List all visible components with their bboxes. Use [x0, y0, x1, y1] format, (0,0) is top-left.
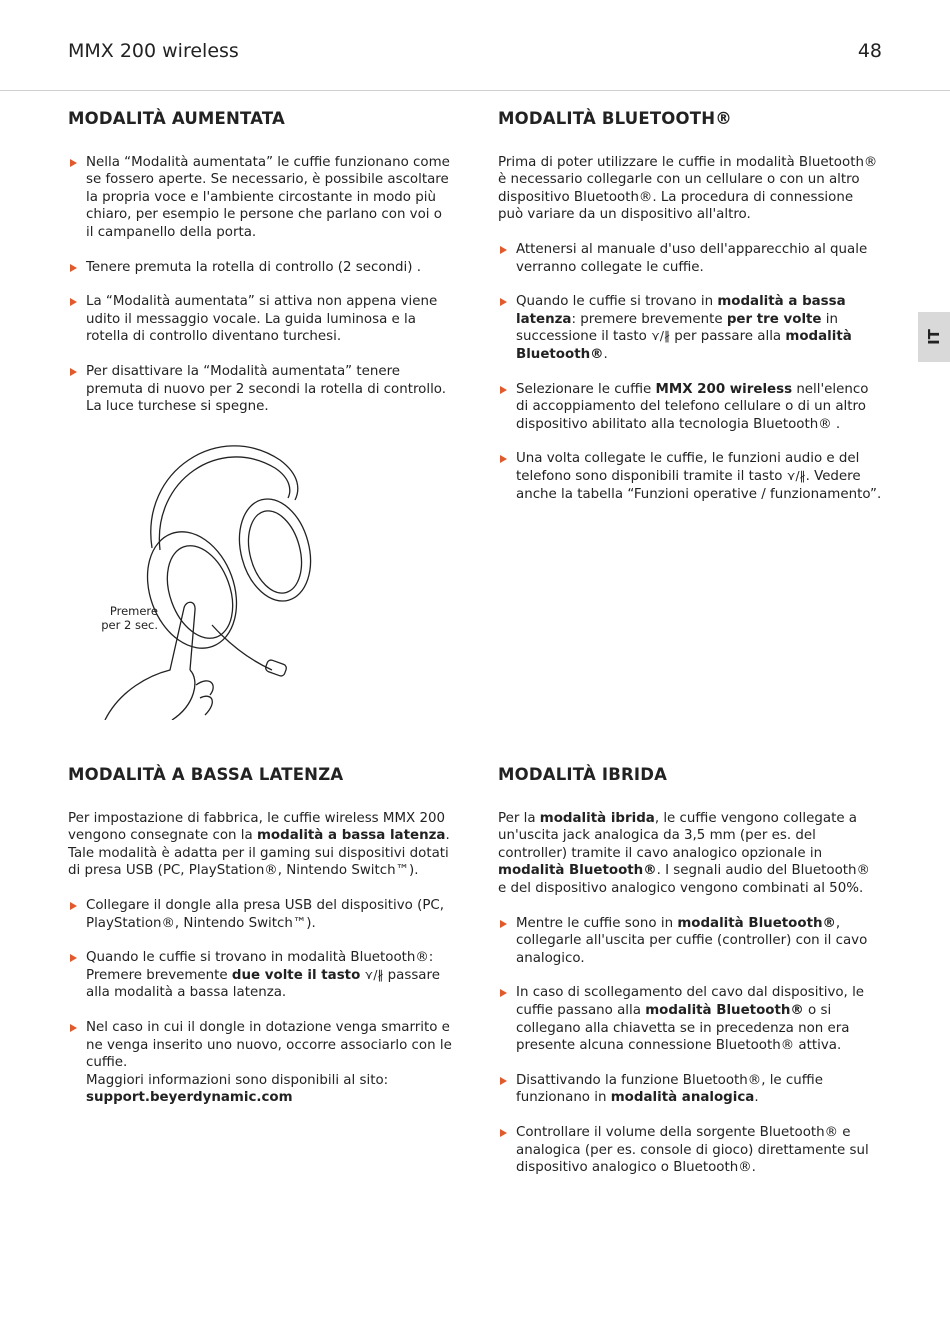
- list-item: Controllare il volume della sorgente Bluetooth® e analogica (per es. console di gioco) direttamente sul dispositivo analogico o Bluetooth®.: [498, 1124, 882, 1177]
- figure-label-line: per 2 sec.: [101, 618, 158, 632]
- multifunction-button-icon: ⋎/∦: [651, 329, 670, 344]
- multifunction-button-icon: ⋎/∦: [364, 967, 384, 982]
- list-item: Quando le cuffie si trovano in modalità Bluetooth®: Premere brevemente due volte il tasto ⋎/∦ passare alla modalità a bassa latenza.: [68, 949, 452, 1002]
- list-item: Nel caso in cui il dongle in dotazione venga smarrito e ne venga inserito uno nuovo, occorre associarlo con le cuffie. Maggiori informazioni sono disponibili al sito: support.beyerdynamic.com: [68, 1019, 452, 1107]
- list-item: Una volta collegate le cuffie, le funzioni audio e del telefono sono disponibili tramite il tasto ⋎/∦. Vedere anche la tabella “Funzioni operative / funzionamento”.: [498, 450, 882, 503]
- bullet-list: [498, 915, 882, 1177]
- list-item: La “Modalità aumentata” si attiva non appena viene udito il messaggio vocale. La guida luminosa e la rotella di controllo diventano turchesi.: [68, 293, 452, 346]
- bullet-list: [68, 154, 452, 416]
- document-title: MMX 200 wireless: [68, 40, 239, 62]
- intro-paragraph: Per la modalità ibrida, le cuffie vengono collegate a un'uscita jack analogica da 3,5 mm (per es. del controller) tramite il cavo analogico opzionale in modalità Bluetooth®. I segnali audio del Bluetooth® e del dispositivo analogico vengono combinati al 50%.: [498, 810, 870, 896]
- section-heading: MODALITÀ BLUETOOTH®: [498, 109, 732, 128]
- language-tab: [918, 312, 950, 362]
- section-bluetooth: [498, 110, 882, 520]
- list-item: Disattivando la funzione Bluetooth®, le cuffie funzionano in modalità analogica.: [498, 1072, 882, 1107]
- list-item: Quando le cuffie si trovano in modalità a bassa latenza: premere brevemente per tre volte in successione il tasto ⋎/∦ per passare alla modalità Bluetooth®.: [498, 293, 882, 363]
- list-item: Attenersi al manuale d'uso dell'apparecchio al quale verranno collegate le cuffie.: [498, 241, 882, 276]
- section-ibrida: [498, 766, 882, 1194]
- language-tab-label: IT: [924, 329, 943, 345]
- list-item: Tenere premuta la rotella di controllo (2 secondi) .: [68, 259, 452, 277]
- section-heading: MODALITÀ AUMENTATA: [68, 109, 286, 128]
- bullet-list: [68, 897, 452, 1107]
- bullet-list: [498, 241, 882, 503]
- section-heading: MODALITÀ A BASSA LATENZA: [68, 765, 344, 784]
- intro-paragraph: Prima di poter utilizzare le cuffie in modalità Bluetooth® è necessario collegarle con un cellulare o con un altro dispositivo Bluetooth®. La procedura di connessione può variare da un dispositivo all'altro.: [498, 154, 878, 223]
- section-heading: MODALITÀ IBRIDA: [498, 765, 668, 784]
- figure-label: [98, 604, 158, 632]
- figure-label-line: Premere: [109, 604, 158, 618]
- headphone-illustration: [100, 430, 340, 720]
- list-item: In caso di scollegamento del cavo dal dispositivo, le cuffie passano alla modalità Bluetooth® o si collegano alla chiavetta se in precedenza non era presente alcuna connessione Bluetooth® attiva.: [498, 984, 882, 1054]
- list-item: Selezionare le cuffie MMX 200 wireless nell'elenco di accoppiamento del telefono cellulare o di un altro dispositivo abilitato alla tecnologia Bluetooth® .: [498, 381, 882, 434]
- multifunction-button-icon: ⋎/∦: [786, 468, 806, 483]
- section-latenza: [68, 766, 452, 1124]
- support-link[interactable]: support.beyerdynamic.com: [86, 1090, 293, 1106]
- header-divider: [0, 90, 950, 91]
- list-item: Nella “Modalità aumentata” le cuffie funzionano come se fossero aperte. Se necessario, è possibile ascoltare la propria voce e l'ambiente circostante in modo più chiaro, per esempio le persone che parlano con voi o il campanello della porta.: [68, 154, 452, 242]
- page-number: 48: [857, 40, 882, 62]
- list-item: Per disattivare la “Modalità aumentata” tenere premuta di nuovo per 2 secondi la rotella di controllo. La luce turchese si spegne.: [68, 363, 452, 416]
- section-aumentata: [68, 110, 452, 433]
- intro-paragraph: Per impostazione di fabbrica, le cuffie wireless MMX 200 vengono consegnate con la modalità a bassa latenza. Tale modalità è adatta per il gaming sui dispositivi dotati di presa USB (PC, PlayStation®, Nintendo Switch™).: [68, 810, 450, 879]
- list-item: Mentre le cuffie sono in modalità Bluetooth®, collegarle all'uscita per cuffie (controller) con il cavo analogico.: [498, 915, 882, 968]
- list-item: Collegare il dongle alla presa USB del dispositivo (PC, PlayStation®, Nintendo Switch™).: [68, 897, 452, 932]
